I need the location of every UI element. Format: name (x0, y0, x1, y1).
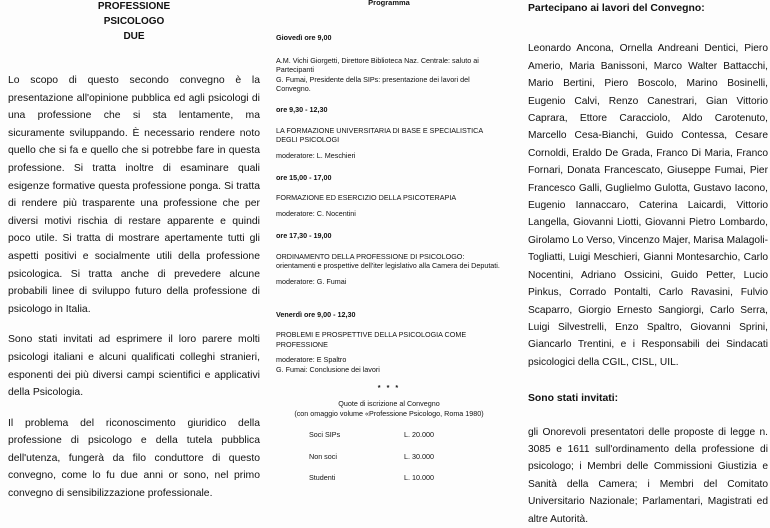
fee-amount: L. 20.000 (404, 430, 434, 440)
participants-heading: Partecipano ai lavori del Convegno: (528, 3, 705, 14)
fee-label: Non soci (309, 451, 337, 461)
opening-greeting: A.M. Vichi Giorgetti, Direttore Biblioteca Naz. Centrale: saluto ai Partecipanti (276, 55, 479, 75)
session1-moderator: moderatore: L. Meschieri (276, 150, 356, 160)
invited-speakers-paragraph: Sono stati invitati ad esprimere il loro parere molti psicologi italiani e alcuni qualificati colleghi stranieri, esponenti dei più diversi campi scientifici e applicativi della Psicologia. (8, 334, 260, 399)
session3-title: ORDINAMENTO DELLA PROFESSIONE DI PSICOLOGO: orientamenti e prospettive dell'iter legislativo alla Camera dei Deputati. (276, 251, 500, 271)
thursday-heading: Giovedì ore 9,00 (276, 33, 332, 43)
session2-moderator: moderatore: C. Nocentini (276, 208, 356, 218)
right-column (528, 0, 768, 528)
title-line-2: PSICOLOGO (103, 16, 165, 27)
session4-title: PROBLEMI E PROSPETTIVE DELLA PSICOLOGIA COME PROFESSIONE (276, 330, 467, 349)
session1-title: LA FORMAZIONE UNIVERSITARIA DI BASE E SPECIALISTICA DEGLI PSICOLOGI (276, 125, 483, 145)
fee-amount: L. 30.000 (404, 451, 434, 461)
document-title (8, 0, 260, 44)
fee-title: Quote di iscrizione al Convegno (338, 399, 440, 409)
session2-time: ore 15,00 - 17,00 (276, 173, 332, 183)
intro-paragraph: Lo scopo di questo secondo convegno è la presentazione all'opinione pubblica ed agli psicologi di una professione che si sta lentamente, ma sicuramente sviluppando. È necessario rendere noto quello che si fa e quello che si potrebbe fare in questa professione. Si tratta inoltre di esaminare quali esigenze formative questa professione ponga. Si tratta di rendere più trasparente una professione che per diversi motivi rischia di restare apparente e quindi poco utile. Si tratta di mostrare apertamente tutti gli aspetti positivi e socialmente utili della professione psicologica. Si tratta anche di prevedere alcune probabili linee di sviluppo futuro della professione di psicologo in Italia. (8, 75, 260, 315)
session3-moderator: moderatore: G. Fumai (276, 276, 347, 286)
left-column (8, 0, 260, 503)
friday-heading: Venerdì ore 9,00 - 12,30 (276, 309, 356, 319)
invited-heading: Sono stati invitati: (528, 393, 619, 405)
program-column (276, 0, 502, 482)
session1-time: ore 9,30 - 12,30 (276, 105, 328, 115)
fee-label: Soci SIPs (309, 430, 341, 440)
separator-stars: * * * (377, 382, 401, 392)
program-heading: Programma (368, 0, 410, 7)
legal-recognition-paragraph: Il problema del riconoscimento giuridico della professione di psicologo e della tutela pubblica dell'utenza, fungerà da filo conduttore di questo convegno, come lo fu due anni or sono, nel primo convegno di sensibilizzazione professionale. (8, 417, 260, 500)
participants-list: Leonardo Ancona, Ornella Andreani Dentici, Piero Amerio, Maria Banissoni, Marco Walter Battacchi, Mario Bertini, Piero Boscolo, Marino Bosinelli, Eugenio Calvi, Renzo Canestrari, Gian Vittorio Caprara, Ettore Caracciolo, Aldo Carotenuto, Marcello Cesa-Bianchi, Guido Contessa, Cesare Cornoldi, Eraldo De Grada, Franco Di Maria, Franco Fornari, Donata Francescato, Giuseppe Fumai, Pier Francesco Galli, Guglielmo Gulotta, Gustavo Iacono, Eugenio Iannaccaro, Caterina Laicardi, Vittorio Langella, Giovanni Liotti, Giovanni Pietro Lombardo, Girolamo Lo Verso, Vincenzo Majer, Marisa Malagoli-Togliatti, Luigi Meschieri, Gianni Montesarchio, Carlo Nocentini, Adriano Ossicini, Guido Petter, Lucio Pinkus, Corrado Pontalti, Carlo Ravasini, Fulvio Scaparro, Giorgio Ernesto Sangiorgi, Carlo Serra, Luigi Silvestrelli, Enzo Spaltro, Giovanni Sprini, Giancarlo Trentini, e i Responsabili dei Sindacati psicologici della CGIL, CISL, UIL. (528, 43, 768, 368)
title-line-1: PROFESSIONE (97, 1, 171, 12)
fee-subtitle: (con omaggio volume «Professione Psicologo, Roma 1980) (294, 408, 484, 418)
closing-remarks: G. Fumai: Conclusione dei lavori (276, 364, 380, 374)
invited-list: gli Onorevoli presentatori delle proposte di legge n. 3085 e 1611 sull'ordinamento della professione di psicologo; i Membri delle Commissioni Giustizia e Sanità della Camera; i Membri del Comitato Universitario Nazionale; Parlamentari, Magistrati ed altre Autorità. (528, 426, 768, 525)
fee-amount: L. 10.000 (404, 472, 434, 482)
fee-label: Studenti (309, 472, 336, 482)
title-line-3: DUE (123, 31, 145, 42)
session2-title: FORMAZIONE ED ESERCIZIO DELLA PSICOTERAPIA (276, 193, 457, 203)
session3-time: ore 17,30 - 19,00 (276, 231, 332, 241)
session4-moderator: moderatore: E Spaltro (276, 355, 347, 365)
fee-table (309, 430, 502, 482)
opening-presentation: G. Fumai, Presidente della SIPs: presentazione dei lavori del Convegno. (276, 74, 470, 94)
